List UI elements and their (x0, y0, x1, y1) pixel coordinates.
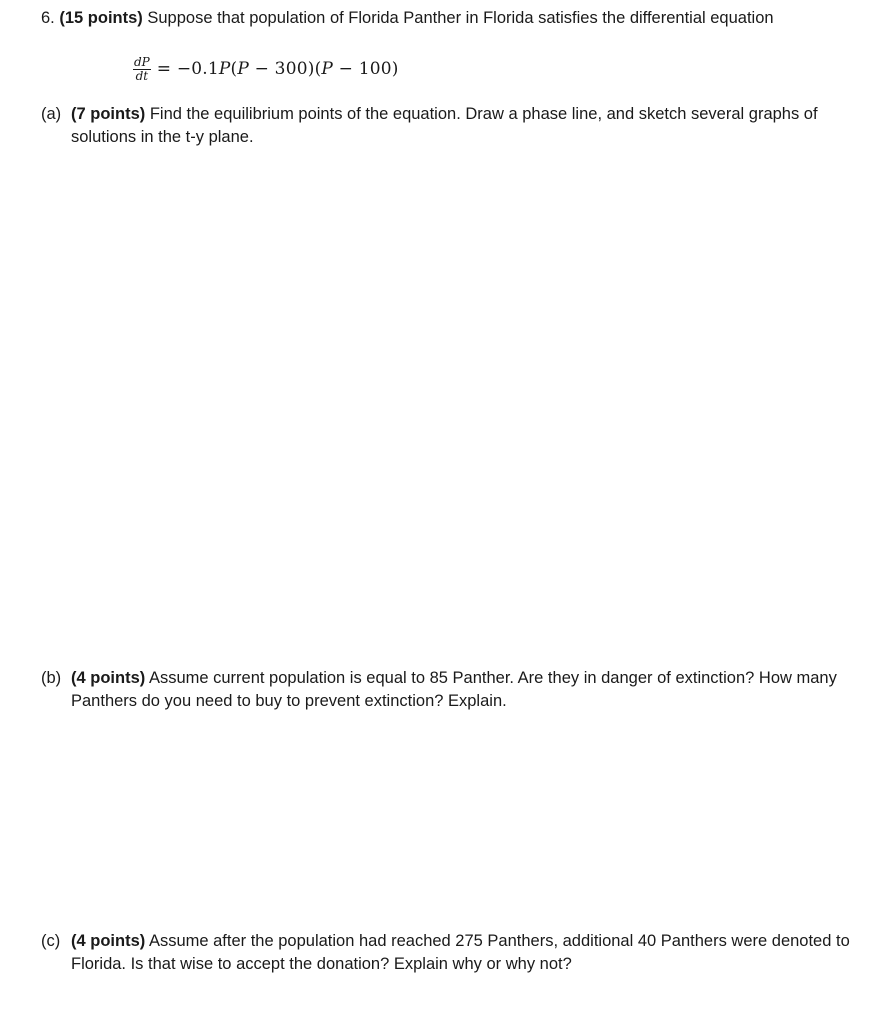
question-header (41, 7, 871, 30)
eq-var-p2: P (237, 58, 250, 79)
part-b-points: (4 points) (71, 669, 146, 687)
question-text: Suppose that population of Florida Panther in Florida satisfies the differential equation (147, 9, 774, 27)
part-a-label: (a) (41, 105, 62, 123)
derivative-fraction (133, 56, 151, 83)
part-c-points: (4 points) (71, 932, 146, 950)
part-a-text: Find the equilibrium points of the equation. Draw a phase line, and sketch several graphs of solutions in the t-y plane. (71, 105, 818, 146)
part-b-body (71, 667, 871, 713)
part-b (41, 667, 871, 713)
differential-equation (133, 52, 399, 86)
question-statement (41, 7, 871, 30)
part-c-body (71, 930, 871, 976)
part-a (41, 103, 871, 149)
fraction-denominator: dt (135, 68, 149, 83)
question-number: 6. (41, 9, 55, 27)
part-b-text: Assume current population is equal to 85 Panther. Are they in danger of extinction? How many Panthers do you need to buy to prevent extinction? Explain. (71, 669, 837, 710)
equation-right-side (157, 58, 399, 81)
eq-open-paren: ( (230, 58, 238, 79)
eq-prefix: = −0.1 (156, 58, 219, 79)
fraction-numerator: dP (134, 54, 150, 69)
part-c-label: (c) (41, 932, 61, 950)
eq-var-p3: P (321, 58, 334, 79)
part-a-body (71, 103, 871, 149)
eq-var-p1: P (218, 58, 231, 79)
part-a-points: (7 points) (71, 105, 146, 123)
eq-factor-300: − 300)( (249, 58, 322, 79)
eq-factor-100: − 100) (333, 58, 399, 79)
part-c-text: Assume after the population had reached 275 Panthers, additional 40 Panthers were denoted to Florida. Is that wise to accept the donation? Explain why or why not? (71, 932, 850, 973)
part-b-label: (b) (41, 669, 62, 687)
question-points: (15 points) (59, 9, 143, 27)
part-c (41, 930, 871, 976)
